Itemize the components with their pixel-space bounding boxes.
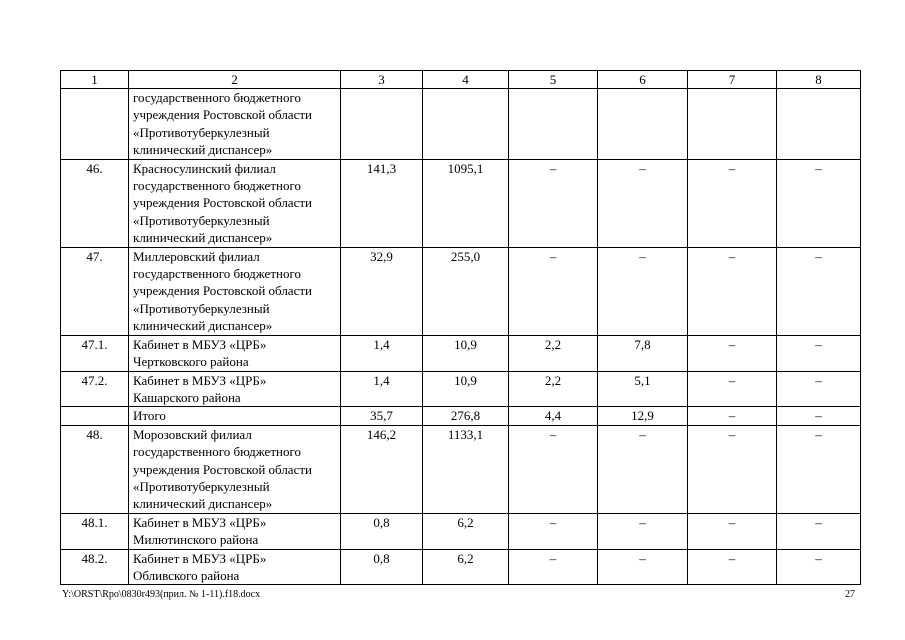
- value-cell: [341, 89, 423, 160]
- table-body: [61, 71, 861, 585]
- row-name-cell: Красносулинский филиал государственного бюджетного учреждения Ростовской области «Противотуберкулезный клинический диспансер»: [129, 159, 341, 247]
- table-row: [61, 513, 861, 549]
- value-cell: –: [598, 425, 688, 513]
- column-header: 7: [688, 71, 777, 89]
- value-cell: 1133,1: [423, 425, 509, 513]
- table-row: [61, 371, 861, 407]
- row-number-cell: 47.: [61, 247, 129, 335]
- value-cell: –: [509, 425, 598, 513]
- value-cell: –: [688, 407, 777, 425]
- row-name-cell: Миллеровский филиал государственного бюджетного учреждения Ростовской области «Противотуберкулезный клинический диспансер»: [129, 247, 341, 335]
- row-number-cell: 47.2.: [61, 371, 129, 407]
- value-cell: –: [777, 549, 861, 585]
- value-cell: 6,2: [423, 549, 509, 585]
- column-header: 2: [129, 71, 341, 89]
- value-cell: 7,8: [598, 335, 688, 371]
- value-cell: –: [777, 159, 861, 247]
- value-cell: –: [509, 549, 598, 585]
- value-cell: –: [688, 335, 777, 371]
- table-row: [61, 335, 861, 371]
- value-cell: 0,8: [341, 549, 423, 585]
- row-number-cell: 48.1.: [61, 513, 129, 549]
- column-header: 3: [341, 71, 423, 89]
- row-number-cell: [61, 89, 129, 160]
- value-cell: [598, 89, 688, 160]
- value-cell: –: [509, 513, 598, 549]
- value-cell: –: [598, 513, 688, 549]
- value-cell: 1,4: [341, 371, 423, 407]
- value-cell: 32,9: [341, 247, 423, 335]
- table-header-row: [61, 71, 861, 89]
- value-cell: –: [688, 549, 777, 585]
- value-cell: 4,4: [509, 407, 598, 425]
- value-cell: 0,8: [341, 513, 423, 549]
- value-cell: –: [598, 159, 688, 247]
- value-cell: –: [777, 425, 861, 513]
- table-row: [61, 425, 861, 513]
- row-number-cell: 47.1.: [61, 335, 129, 371]
- value-cell: 141,3: [341, 159, 423, 247]
- value-cell: 10,9: [423, 335, 509, 371]
- value-cell: 35,7: [341, 407, 423, 425]
- value-cell: –: [777, 407, 861, 425]
- column-header: 4: [423, 71, 509, 89]
- value-cell: 2,2: [509, 335, 598, 371]
- footer-file-path: Y:\ORST\Rpo\0830r493(прил. № 1-11).f18.docx: [62, 589, 261, 600]
- table-row: [61, 549, 861, 585]
- value-cell: [777, 89, 861, 160]
- row-name-cell: Кабинет в МБУЗ «ЦРБ» Милютинского района: [129, 513, 341, 549]
- value-cell: –: [688, 371, 777, 407]
- value-cell: 2,2: [509, 371, 598, 407]
- value-cell: –: [777, 513, 861, 549]
- value-cell: 1095,1: [423, 159, 509, 247]
- table-row: [61, 247, 861, 335]
- value-cell: [423, 89, 509, 160]
- value-cell: –: [688, 159, 777, 247]
- value-cell: 1,4: [341, 335, 423, 371]
- page-number: 27: [845, 589, 855, 600]
- value-cell: 255,0: [423, 247, 509, 335]
- value-cell: 276,8: [423, 407, 509, 425]
- value-cell: –: [598, 247, 688, 335]
- column-header: 1: [61, 71, 129, 89]
- value-cell: –: [688, 247, 777, 335]
- value-cell: 5,1: [598, 371, 688, 407]
- column-header: 5: [509, 71, 598, 89]
- value-cell: 10,9: [423, 371, 509, 407]
- data-table: [60, 70, 861, 585]
- value-cell: –: [688, 513, 777, 549]
- table-row: [61, 407, 861, 425]
- column-header: 8: [777, 71, 861, 89]
- row-number-cell: 48.: [61, 425, 129, 513]
- row-number-cell: 48.2.: [61, 549, 129, 585]
- row-name-cell: Кабинет в МБУЗ «ЦРБ» Обливского района: [129, 549, 341, 585]
- table-row: [61, 89, 861, 160]
- value-cell: 12,9: [598, 407, 688, 425]
- table-row: [61, 159, 861, 247]
- value-cell: –: [777, 247, 861, 335]
- row-name-cell: Кабинет в МБУЗ «ЦРБ» Чертковского района: [129, 335, 341, 371]
- value-cell: –: [598, 549, 688, 585]
- value-cell: –: [688, 425, 777, 513]
- row-number-cell: [61, 407, 129, 425]
- value-cell: 146,2: [341, 425, 423, 513]
- value-cell: –: [509, 159, 598, 247]
- row-name-cell: Кабинет в МБУЗ «ЦРБ» Кашарского района: [129, 371, 341, 407]
- row-name-cell: Морозовский филиал государственного бюджетного учреждения Ростовской области «Противотуберкулезный клинический диспансер»: [129, 425, 341, 513]
- value-cell: –: [509, 247, 598, 335]
- value-cell: –: [777, 335, 861, 371]
- value-cell: 6,2: [423, 513, 509, 549]
- column-header: 6: [598, 71, 688, 89]
- row-number-cell: 46.: [61, 159, 129, 247]
- row-name-cell: государственного бюджетного учреждения Ростовской области «Противотуберкулезный клинический диспансер»: [129, 89, 341, 160]
- row-name-cell: Итого: [129, 407, 341, 425]
- value-cell: [688, 89, 777, 160]
- value-cell: [509, 89, 598, 160]
- value-cell: –: [777, 371, 861, 407]
